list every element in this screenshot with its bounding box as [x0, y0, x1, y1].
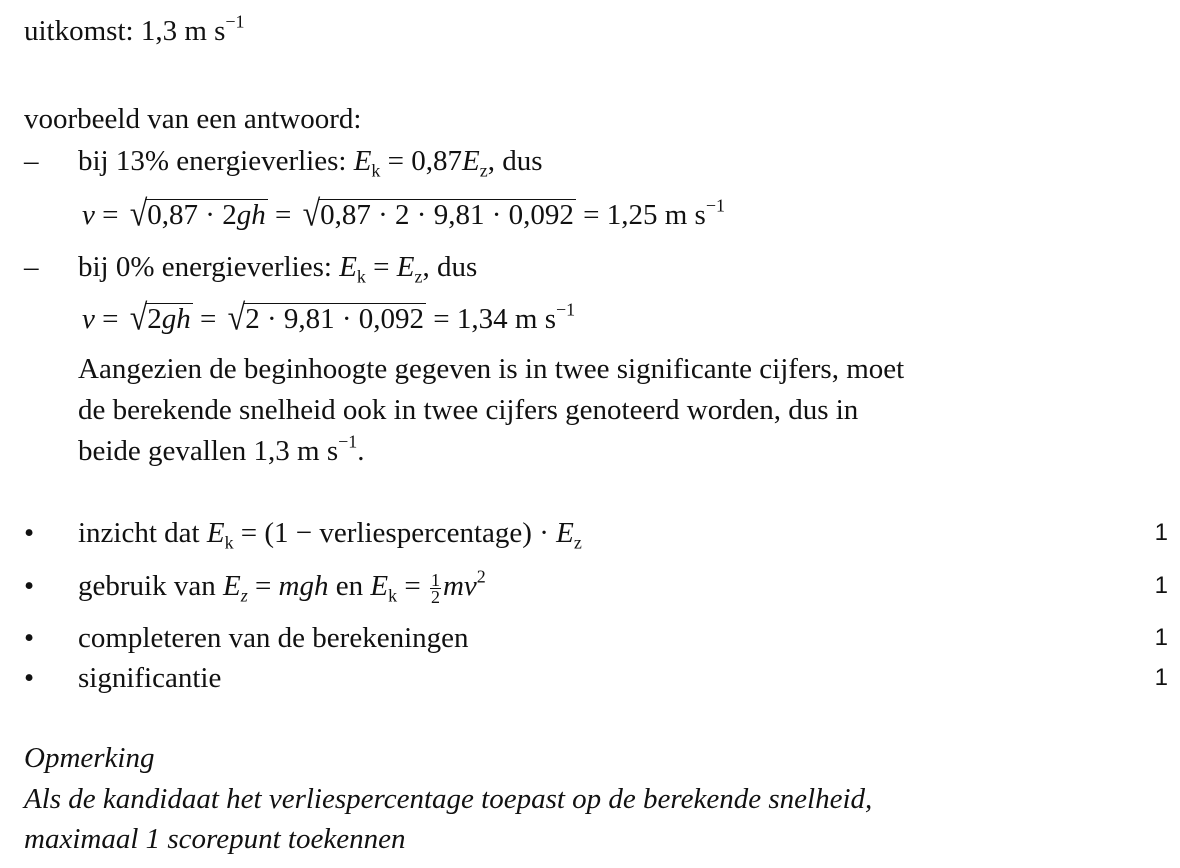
- remark-line-1: Als de kandidaat het verliespercentage toepast op de berekende snelheid,: [24, 783, 873, 815]
- sqrt-expression: √0,87 · 2 · 9,81 · 0,092: [302, 192, 574, 234]
- case2-text-line: bij 0% energieverlies: $E_k = E_z$, dus: [78, 251, 478, 287]
- remark-title: Opmerking: [24, 742, 155, 774]
- case2-energy-equation: $E_k = E_z$: [339, 251, 423, 287]
- explanation-line-3: beide gevallen 1,3 m $s^{-1}$.: [78, 431, 365, 467]
- dash-marker: –: [24, 251, 39, 283]
- explanation-line-1: Aangezien de beginhoogte gegeven is in twee significante cijfers, moet: [78, 353, 905, 385]
- criterion-4: significantie: [78, 662, 222, 694]
- sqrt-expression: √2 · 9,81 · 0,092: [227, 296, 425, 338]
- score-2: 1: [1154, 572, 1168, 599]
- case2-velocity-equation: v = √2gh = √2 · 9,81 · 0,092 = 1,34 m $s^{-1}$: [82, 296, 576, 338]
- result-label: uitkomst:: [24, 15, 134, 47]
- fraction-one-half: $\frac{1}{2}$: [430, 569, 440, 607]
- bullet-marker: •: [24, 517, 35, 549]
- remark-line-2: maximaal 1 scorepunt toekennen: [24, 823, 406, 855]
- result-value: 1,3 m $s^{-1}$: [140, 11, 245, 47]
- score-1: 1: [1154, 519, 1168, 546]
- sqrt-expression: √2gh: [129, 296, 191, 338]
- example-heading: voorbeeld van een antwoord:: [24, 103, 362, 135]
- case1-text-line: bij 13% energieverlies: $E_k = 0,87E_z$, dus: [78, 145, 543, 181]
- sqrt-expression: √0,87 · 2gh: [129, 192, 266, 234]
- case1-velocity-equation: v = √0,87 · 2gh = √0,87 · 2 · 9,81 · 0,092 = 1,25 m $s^{-1}$: [82, 192, 725, 234]
- criterion-1: inzicht dat $E_k = (1$ − verliespercentage) · $E_z$: [78, 517, 582, 553]
- criterion-2: gebruik van $E_z$ = mgh en $E_k$ = $\frac{1}{2}$ $mv^2$: [78, 566, 486, 607]
- bullet-marker: •: [24, 622, 35, 654]
- result-line: [24, 11, 245, 48]
- explanation-line-2: de berekende snelheid ook in twee cijfers genoteerd worden, dus in: [78, 394, 859, 426]
- criterion-3: completeren van de berekeningen: [78, 622, 469, 654]
- score-3: 1: [1154, 624, 1168, 651]
- score-4: 1: [1154, 664, 1168, 691]
- case1-energy-equation: $E_k = 0,87E_z$: [353, 145, 488, 181]
- dash-marker: –: [24, 145, 39, 177]
- bullet-marker: •: [24, 570, 35, 602]
- bullet-marker: •: [24, 662, 35, 694]
